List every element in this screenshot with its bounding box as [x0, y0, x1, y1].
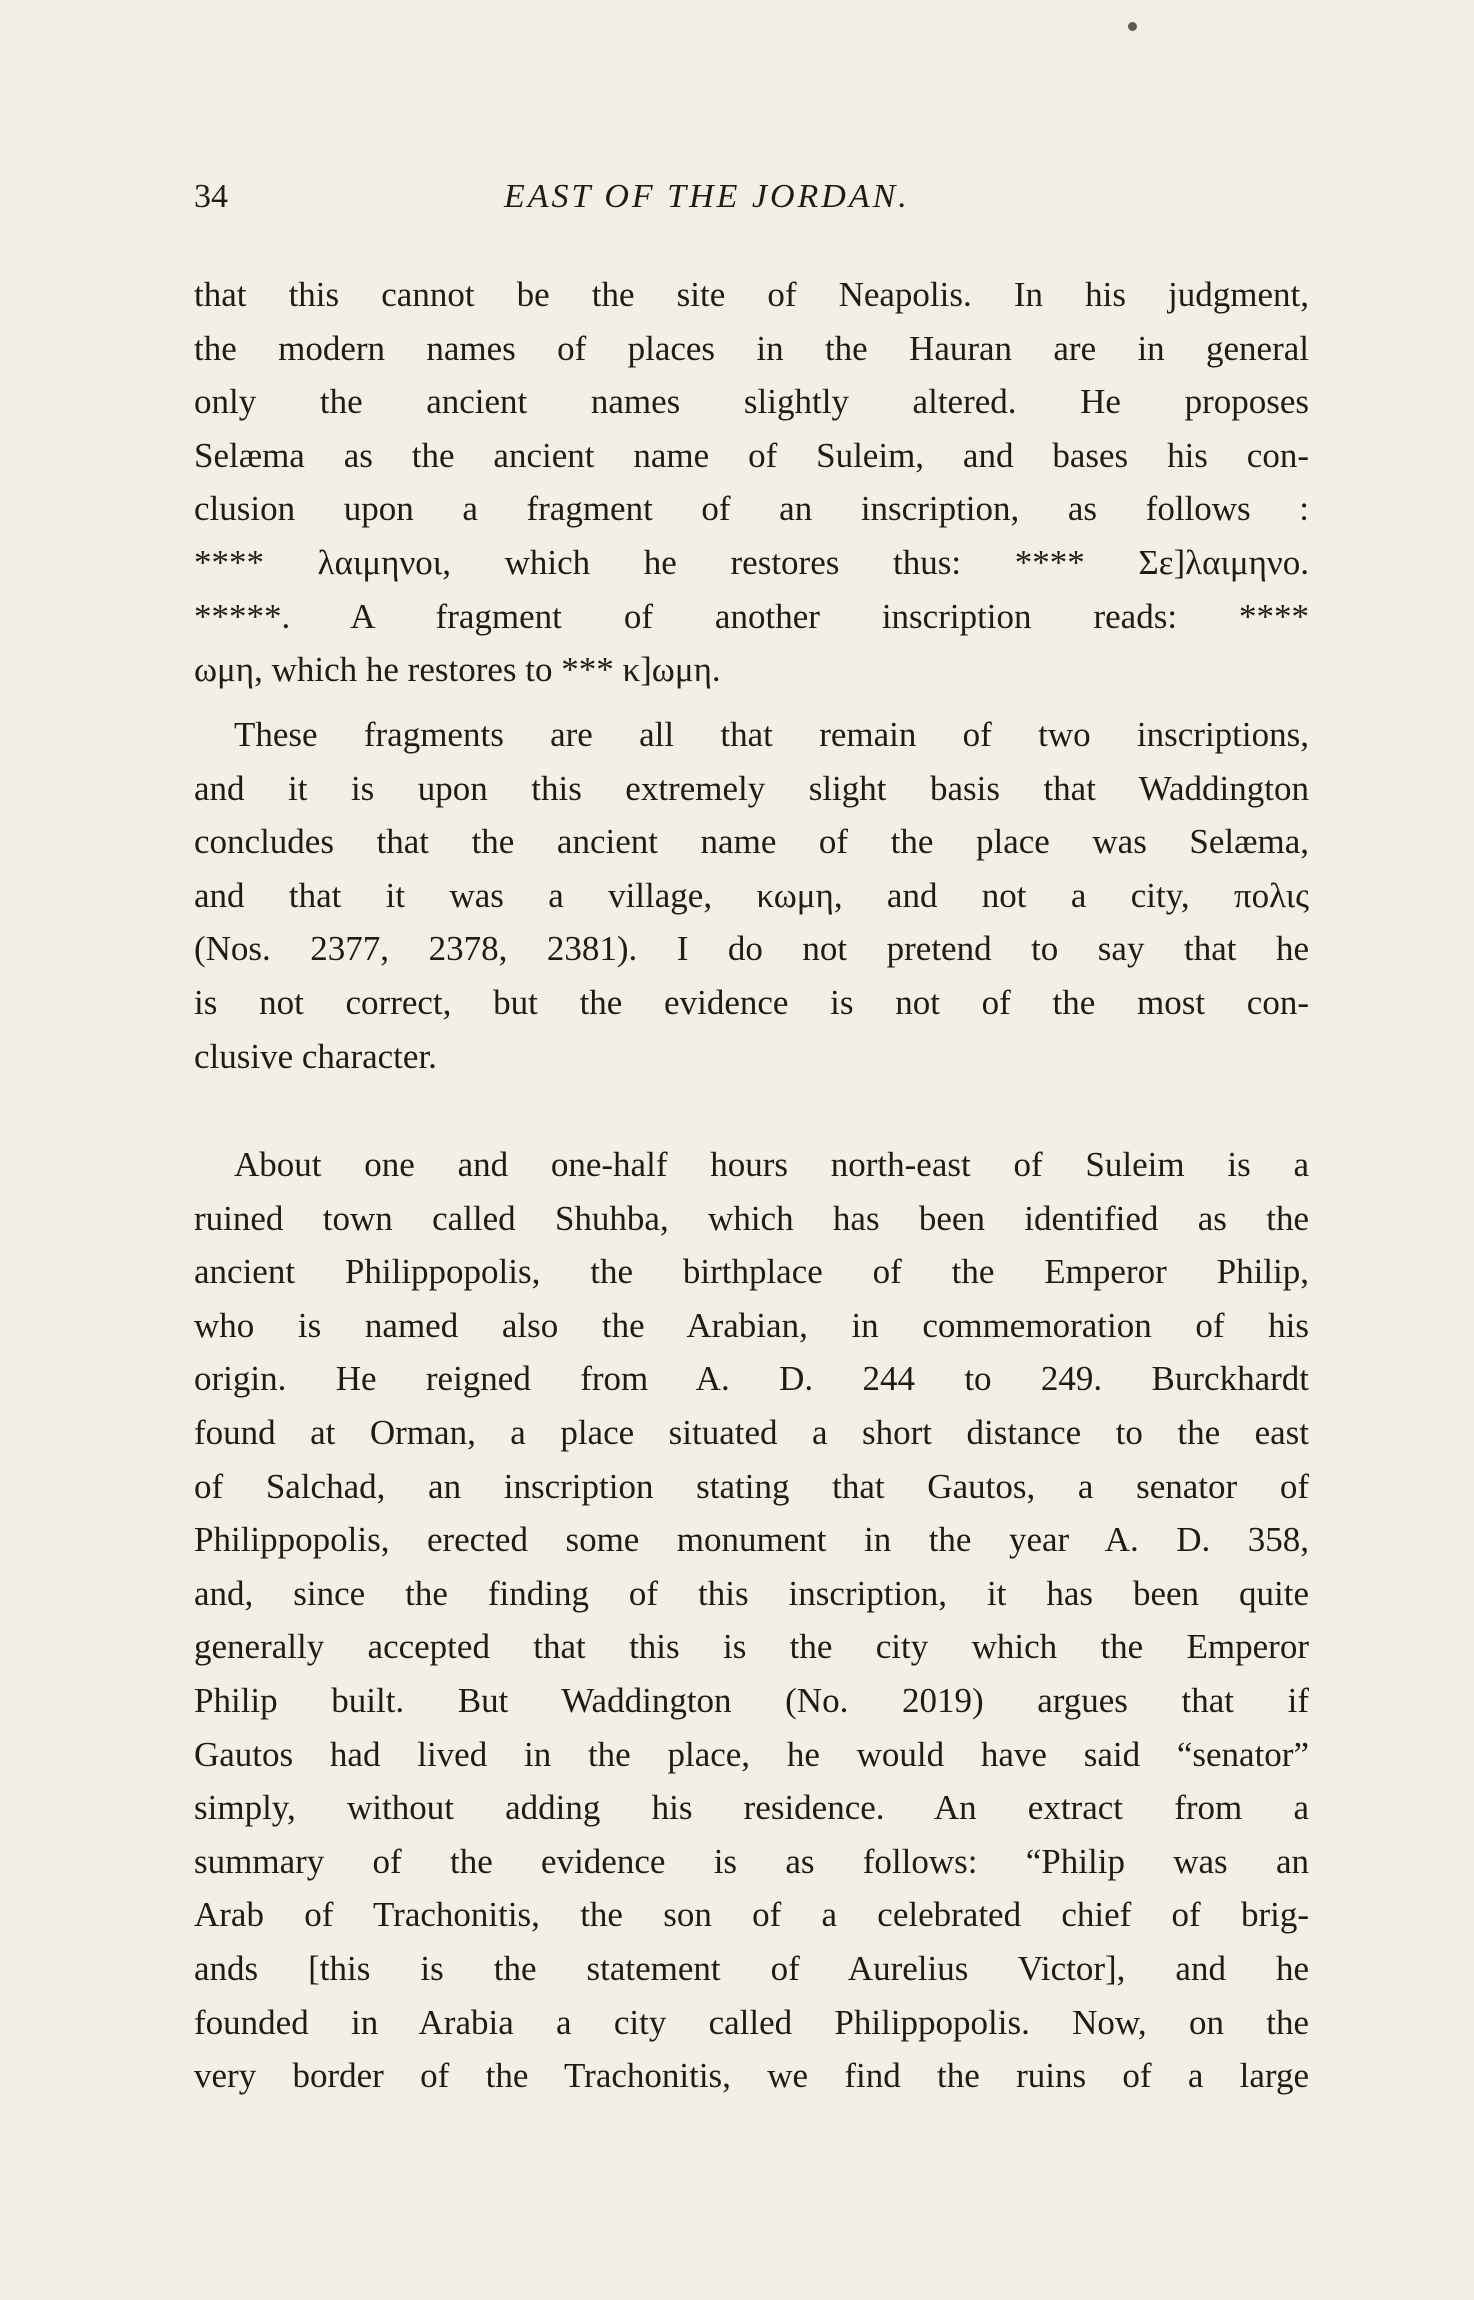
paragraph-3: [194, 1138, 1309, 2103]
text-line: Philippopolis, erected some monument in the year A. D. 358,: [194, 1520, 1309, 1560]
text-line: that this cannot be the site of Neapolis. In his judgment,: [194, 275, 1309, 314]
text-line: very border of the Trachonitis, we find the ruins of a large: [194, 2056, 1309, 2096]
text-line: and that it was a village, κωμη, and not a city, πολις: [194, 875, 1309, 915]
text-line: generally accepted that this is the city which the Emperor: [194, 1627, 1309, 1667]
text-line: Arab of Trachonitis, the son of a celebrated chief of brig-: [194, 1895, 1309, 1935]
page-number: 34: [194, 178, 228, 215]
text-line: ruined town called Shuhba, which has been identified as the: [194, 1198, 1309, 1238]
text-line: ands [this is the statement of Aurelius Victor], and he: [194, 1948, 1309, 1988]
text-line: only the ancient names slightly altered. He proposes: [194, 382, 1309, 422]
text-line: Gautos had lived in the place, he would have said “senator”: [194, 1734, 1309, 1774]
text-line: is not correct, but the evidence is not of the most con-: [194, 982, 1309, 1022]
text-line: summary of the evidence is as follows: “Philip was an: [194, 1841, 1309, 1881]
text-line: **** λαιμηνοι, which he restores thus: **** Σε]λαιμηνο.: [194, 542, 1309, 582]
text-line: founded in Arabia a city called Philippopolis. Now, on the: [194, 2002, 1309, 2042]
text-line: found at Orman, a place situated a short distance to the east: [194, 1412, 1309, 1452]
text-line: simply, without adding his residence. An extract from a: [194, 1788, 1309, 1828]
text-line: concludes that the ancient name of the place was Selæma,: [194, 822, 1309, 862]
ink-speck: [1128, 22, 1137, 31]
text-line: *****. A fragment of another inscription reads: ****: [194, 596, 1309, 636]
text-line: About one and one-half hours north-east of Suleim is a: [234, 1145, 1309, 1184]
text-line: ωμη, which he restores to *** κ]ωμη.: [194, 650, 721, 690]
text-line: the modern names of places in the Hauran are in general: [194, 328, 1309, 368]
page-header: [194, 178, 1304, 228]
paragraph-1: [194, 268, 1309, 697]
text-line: of Salchad, an inscription stating that Gautos, a senator of: [194, 1466, 1309, 1506]
text-line: origin. He reigned from A. D. 244 to 249. Burckhardt: [194, 1359, 1309, 1399]
text-line: clusive character.: [194, 1036, 437, 1076]
running-title: EAST OF THE JORDAN.: [504, 178, 910, 215]
text-line: Selæma as the ancient name of Suleim, and bases his con-: [194, 435, 1309, 475]
text-line: (Nos. 2377, 2378, 2381). I do not pretend to say that he: [194, 929, 1309, 969]
text-line: who is named also the Arabian, in commemoration of his: [194, 1305, 1309, 1345]
text-line: Philip built. But Waddington (No. 2019) argues that if: [194, 1680, 1309, 1720]
text-line: ancient Philippopolis, the birthplace of the Emperor Philip,: [194, 1252, 1309, 1292]
text-line: and it is upon this extremely slight basis that Waddington: [194, 768, 1309, 808]
paragraph-2: [194, 708, 1309, 1083]
text-line: and, since the finding of this inscription, it has been quite: [194, 1573, 1309, 1613]
text-line: clusion upon a fragment of an inscription, as follows :: [194, 489, 1309, 529]
text-line: These fragments are all that remain of two inscriptions,: [234, 715, 1309, 754]
